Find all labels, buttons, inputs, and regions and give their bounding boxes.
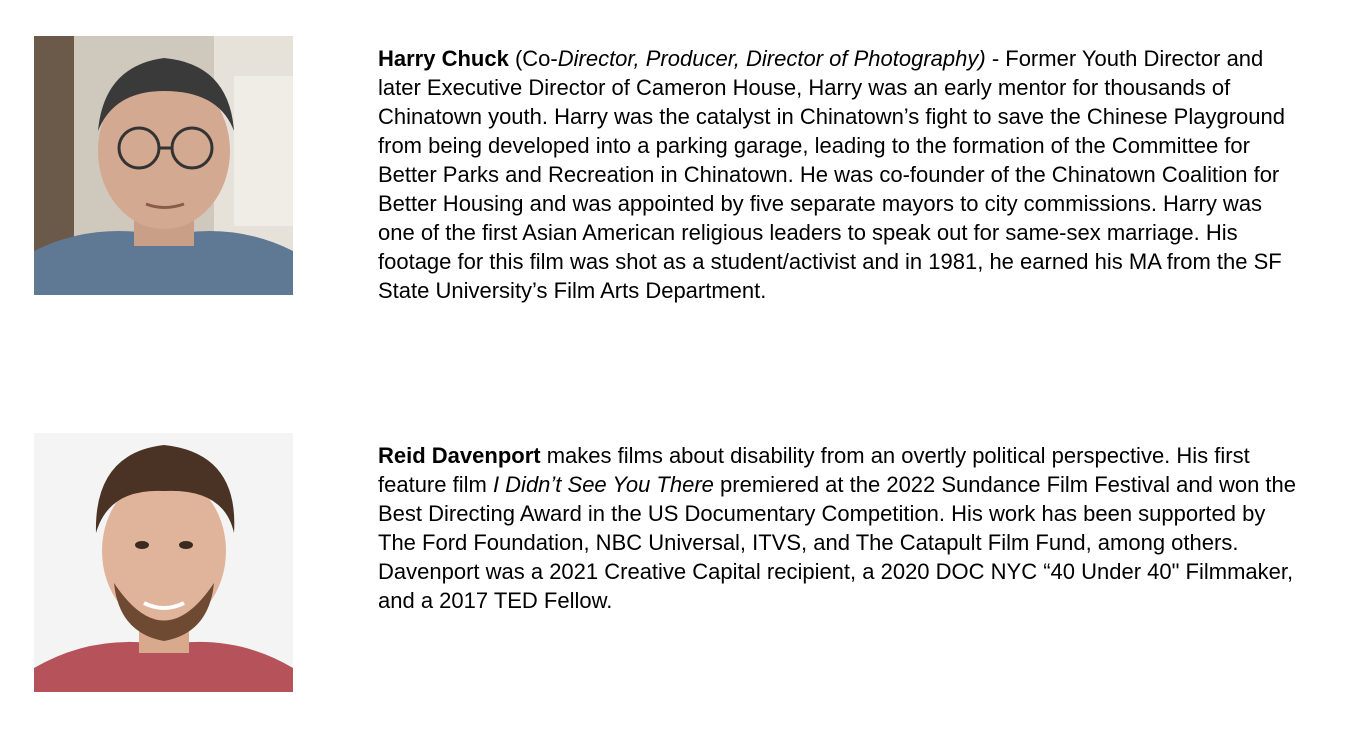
portrait-photo-harry-chuck [34, 36, 293, 295]
bio-film-title: I Didn’t See You There [492, 472, 714, 497]
bio-text-harry-chuck [378, 44, 1303, 305]
bio-body: - Former Youth Director and later Executive Director of Cameron House, Harry was an early mentor for thousands of Chinatown youth. Harry was the catalyst in Chinatown’s fight to save the Chinese Playground from being developed into a parking garage, leading to the formation of the Committee for Better Parks and Recreation in Chinatown. He was co-founder of the Chinatown Coalition for Better Housing and was appointed by five separate mayors to city commissions. Harry was one of the first Asian American religious leaders to speak out for same-sex marriage. His footage for this film was shot as a student/activist and in 1981, he earned his MA from the SF State University’s Film Arts Department. [378, 46, 1285, 303]
portrait-harry-chuck-image [34, 36, 293, 295]
portrait-photo-reid-davenport [34, 433, 293, 692]
bio-intro: makes films about disability from an overtly political perspective. His first feature film [378, 443, 1250, 497]
portrait-reid-davenport-image [34, 433, 293, 692]
bio-body: premiered at the 2022 Sundance Film Festival and won the Best Directing Award in the US Documentary Competition. His work has been supported by The Ford Foundation, NBC Universal, ITVS, and The Catapult Film Fund, among others. Davenport was a 2021 Creative Capital recipient, a 2020 DOC NYC “40 Under 40" Filmmaker, and a 2017 TED Fellow. [378, 472, 1297, 613]
bio-role: Director, Producer, Director of Photography) [557, 46, 986, 71]
bio-role-prefix: (Co- [508, 46, 558, 71]
bio-name: Harry Chuck [378, 46, 509, 71]
bio-name: Reid Davenport [378, 443, 541, 468]
bio-text-reid-davenport [378, 441, 1303, 615]
